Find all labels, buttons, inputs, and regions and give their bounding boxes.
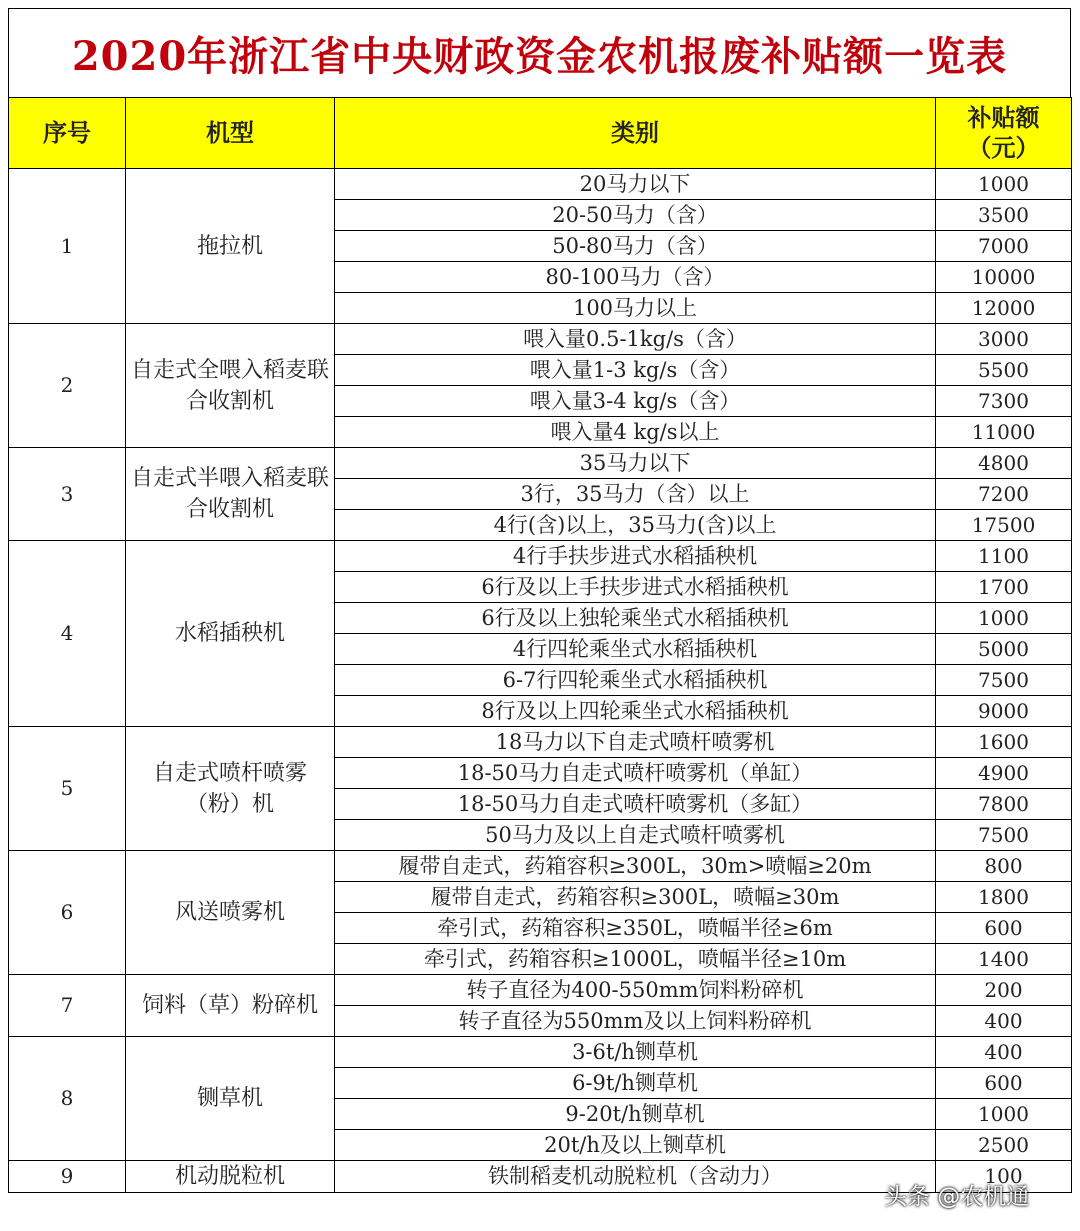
category-cell: 牵引式，药箱容积≥1000L，喷幅半径≥10m xyxy=(335,944,936,975)
category-cell: 3-6t/h铡草机 xyxy=(335,1037,936,1068)
amount-cell: 7500 xyxy=(936,820,1072,851)
row-number: 7 xyxy=(9,975,126,1037)
header-amount-line1: 补贴额 xyxy=(967,103,1040,132)
category-cell: 牵引式，药箱容积≥350L，喷幅半径≥6m xyxy=(335,913,936,944)
row-number: 1 xyxy=(9,169,126,324)
machine-type: 自走式全喂入稻麦联合收割机 xyxy=(126,324,335,448)
machine-type: 铡草机 xyxy=(126,1037,335,1161)
header-amount xyxy=(936,98,1072,169)
amount-cell: 1800 xyxy=(936,882,1072,913)
amount-cell: 2500 xyxy=(936,1130,1072,1161)
amount-cell: 600 xyxy=(936,913,1072,944)
category-cell: 喂入量0.5-1kg/s（含） xyxy=(335,324,936,355)
category-cell: 18-50马力自走式喷杆喷雾机（单缸） xyxy=(335,758,936,789)
amount-cell: 12000 xyxy=(936,293,1072,324)
category-cell: 铁制稻麦机动脱粒机（含动力） xyxy=(335,1161,936,1193)
machine-type: 拖拉机 xyxy=(126,169,335,324)
category-cell: 20-50马力（含） xyxy=(335,200,936,231)
amount-cell: 3500 xyxy=(936,200,1072,231)
amount-cell: 7500 xyxy=(936,665,1072,696)
header-category: 类别 xyxy=(335,98,936,169)
category-cell: 50马力及以上自走式喷杆喷雾机 xyxy=(335,820,936,851)
category-cell: 50-80马力（含） xyxy=(335,231,936,262)
amount-cell: 7000 xyxy=(936,231,1072,262)
machine-type: 水稻插秧机 xyxy=(126,541,335,727)
amount-cell: 5500 xyxy=(936,355,1072,386)
amount-cell: 5000 xyxy=(936,634,1072,665)
category-cell: 18马力以下自走式喷杆喷雾机 xyxy=(335,727,936,758)
category-cell: 转子直径为550mm及以上饲料粉碎机 xyxy=(335,1006,936,1037)
category-cell: 4行(含)以上，35马力(含)以上 xyxy=(335,510,936,541)
subsidy-table xyxy=(8,97,1072,1193)
category-cell: 6行及以上独轮乘坐式水稻插秧机 xyxy=(335,603,936,634)
category-cell: 4行四轮乘坐式水稻插秧机 xyxy=(335,634,936,665)
category-cell: 100马力以上 xyxy=(335,293,936,324)
category-cell: 喂入量1-3 kg/s（含） xyxy=(335,355,936,386)
header-no: 序号 xyxy=(9,98,126,169)
amount-cell: 4800 xyxy=(936,448,1072,479)
amount-cell: 11000 xyxy=(936,417,1072,448)
amount-cell: 3000 xyxy=(936,324,1072,355)
table-row xyxy=(9,727,1072,758)
table-row xyxy=(9,1037,1072,1068)
header-model: 机型 xyxy=(126,98,335,169)
table-row xyxy=(9,975,1072,1006)
category-cell: 6-9t/h铡草机 xyxy=(335,1068,936,1099)
amount-cell: 100 xyxy=(936,1161,1072,1193)
row-number: 3 xyxy=(9,448,126,541)
table-body xyxy=(9,169,1072,1193)
category-cell: 转子直径为400-550mm饲料粉碎机 xyxy=(335,975,936,1006)
amount-cell: 7800 xyxy=(936,789,1072,820)
amount-cell: 7200 xyxy=(936,479,1072,510)
machine-type: 饲料（草）粉碎机 xyxy=(126,975,335,1037)
amount-cell: 600 xyxy=(936,1068,1072,1099)
category-cell: 3行，35马力（含）以上 xyxy=(335,479,936,510)
table-row xyxy=(9,851,1072,882)
table-row xyxy=(9,448,1072,479)
row-number: 2 xyxy=(9,324,126,448)
amount-cell: 10000 xyxy=(936,262,1072,293)
table-document xyxy=(8,8,1071,1193)
amount-cell: 4900 xyxy=(936,758,1072,789)
amount-cell: 1000 xyxy=(936,1099,1072,1130)
amount-cell: 1100 xyxy=(936,541,1072,572)
machine-type: 风送喷雾机 xyxy=(126,851,335,975)
amount-cell: 800 xyxy=(936,851,1072,882)
amount-cell: 200 xyxy=(936,975,1072,1006)
category-cell: 喂入量3-4 kg/s（含） xyxy=(335,386,936,417)
amount-cell: 400 xyxy=(936,1037,1072,1068)
category-cell: 履带自走式，药箱容积≥300L，30m>喷幅≥20m xyxy=(335,851,936,882)
amount-cell: 1400 xyxy=(936,944,1072,975)
header-amount-line2: （元） xyxy=(967,133,1040,162)
category-cell: 履带自走式，药箱容积≥300L，喷幅≥30m xyxy=(335,882,936,913)
category-cell: 8行及以上四轮乘坐式水稻插秧机 xyxy=(335,696,936,727)
amount-cell: 1600 xyxy=(936,727,1072,758)
amount-cell: 1000 xyxy=(936,603,1072,634)
amount-cell: 7300 xyxy=(936,386,1072,417)
row-number: 5 xyxy=(9,727,126,851)
table-row xyxy=(9,169,1072,200)
amount-cell: 1000 xyxy=(936,169,1072,200)
category-cell: 20马力以下 xyxy=(335,169,936,200)
category-cell: 9-20t/h铡草机 xyxy=(335,1099,936,1130)
row-number: 4 xyxy=(9,541,126,727)
category-cell: 4行手扶步进式水稻插秧机 xyxy=(335,541,936,572)
amount-cell: 17500 xyxy=(936,510,1072,541)
category-cell: 35马力以下 xyxy=(335,448,936,479)
category-cell: 6行及以上手扶步进式水稻插秧机 xyxy=(335,572,936,603)
row-number: 9 xyxy=(9,1161,126,1193)
machine-type: 自走式半喂入稻麦联合收割机 xyxy=(126,448,335,541)
category-cell: 喂入量4 kg/s以上 xyxy=(335,417,936,448)
amount-cell: 1700 xyxy=(936,572,1072,603)
machine-type: 自走式喷杆喷雾（粉）机 xyxy=(126,727,335,851)
category-cell: 20t/h及以上铡草机 xyxy=(335,1130,936,1161)
row-number: 8 xyxy=(9,1037,126,1161)
row-number: 6 xyxy=(9,851,126,975)
machine-type: 机动脱粒机 xyxy=(126,1161,335,1193)
category-cell: 80-100马力（含） xyxy=(335,262,936,293)
header-row xyxy=(9,98,1072,169)
amount-cell: 400 xyxy=(936,1006,1072,1037)
amount-cell: 9000 xyxy=(936,696,1072,727)
category-cell: 18-50马力自走式喷杆喷雾机（多缸） xyxy=(335,789,936,820)
table-row xyxy=(9,541,1072,572)
table-row xyxy=(9,324,1072,355)
page-title: 2020年浙江省中央财政资金农机报废补贴额一览表 xyxy=(8,8,1071,97)
category-cell: 6-7行四轮乘坐式水稻插秧机 xyxy=(335,665,936,696)
watermark-text: 头条 @农机通 xyxy=(884,1184,1030,1210)
